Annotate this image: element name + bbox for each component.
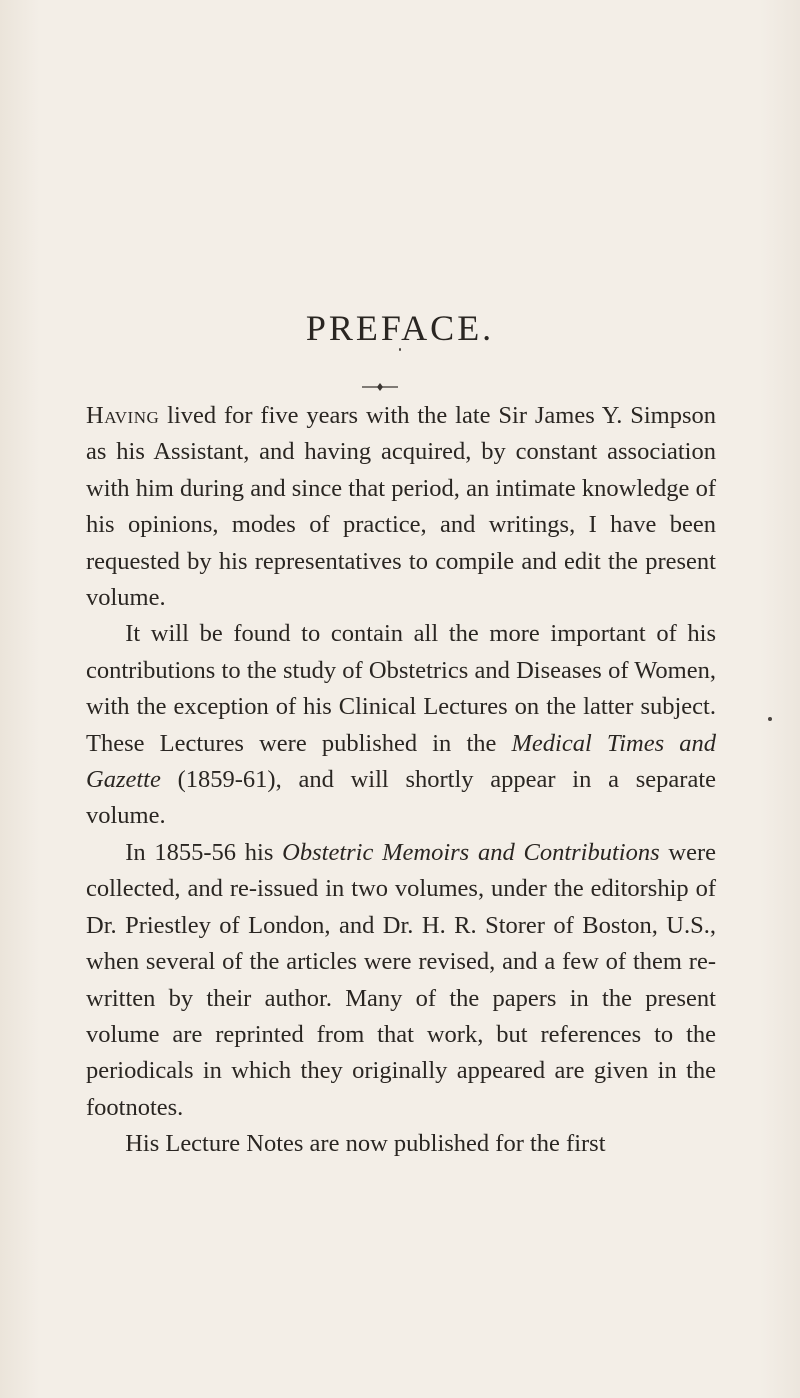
page-title: PREFACE. — [305, 308, 495, 348]
paragraph-3-text-a: In 1855-56 his — [125, 838, 283, 866]
preface-body — [86, 398, 716, 1163]
paragraph-1-text: lived for five years with the late Sir James Y. Simpson as his Assistant, and having acquired, by constant association with him during and since that period, an intimate knowledge of his opinions, modes of practice, and writings, I have been requested by his representatives to compile and edit the present volume. — [86, 402, 716, 612]
publication-title: Medical Times and Gazette — [86, 729, 716, 794]
paragraph-4 — [86, 1126, 716, 1162]
paragraph-3 — [86, 835, 716, 1126]
drop-lead-word: Having — [86, 402, 160, 429]
divider-ornament-icon — [362, 382, 398, 392]
book-title: Obstetric Memoirs and Contributions — [282, 838, 660, 866]
ink-speck — [768, 717, 772, 721]
ink-speck — [399, 348, 401, 351]
paragraph-3-text-b: were collected, and re-issued in two volumes, under the editorship of Dr. Priestley of London, and Dr. H. R. Storer of Boston, U.S., when several of the articles were revised, and a few of them re-written by their author. Many of the papers in the present volume are reprinted from that work, but references to the periodicals in which they originally appeared are given in the footnotes. — [86, 838, 716, 1121]
paragraph-4-text: His Lecture Notes are now published for the first — [125, 1130, 606, 1158]
paragraph-2-text-b: (1859-61), and will shortly appear in a separate volume. — [86, 766, 716, 830]
paragraph-1 — [86, 398, 716, 616]
paragraph-2-text-a: It will be found to contain all the more important of his contributions to the study of Obstetrics and Diseases of Women, with the exception of his Clinical Lectures on the latter subject. These Lectures were published in the — [86, 620, 716, 757]
paragraph-2 — [86, 616, 716, 834]
